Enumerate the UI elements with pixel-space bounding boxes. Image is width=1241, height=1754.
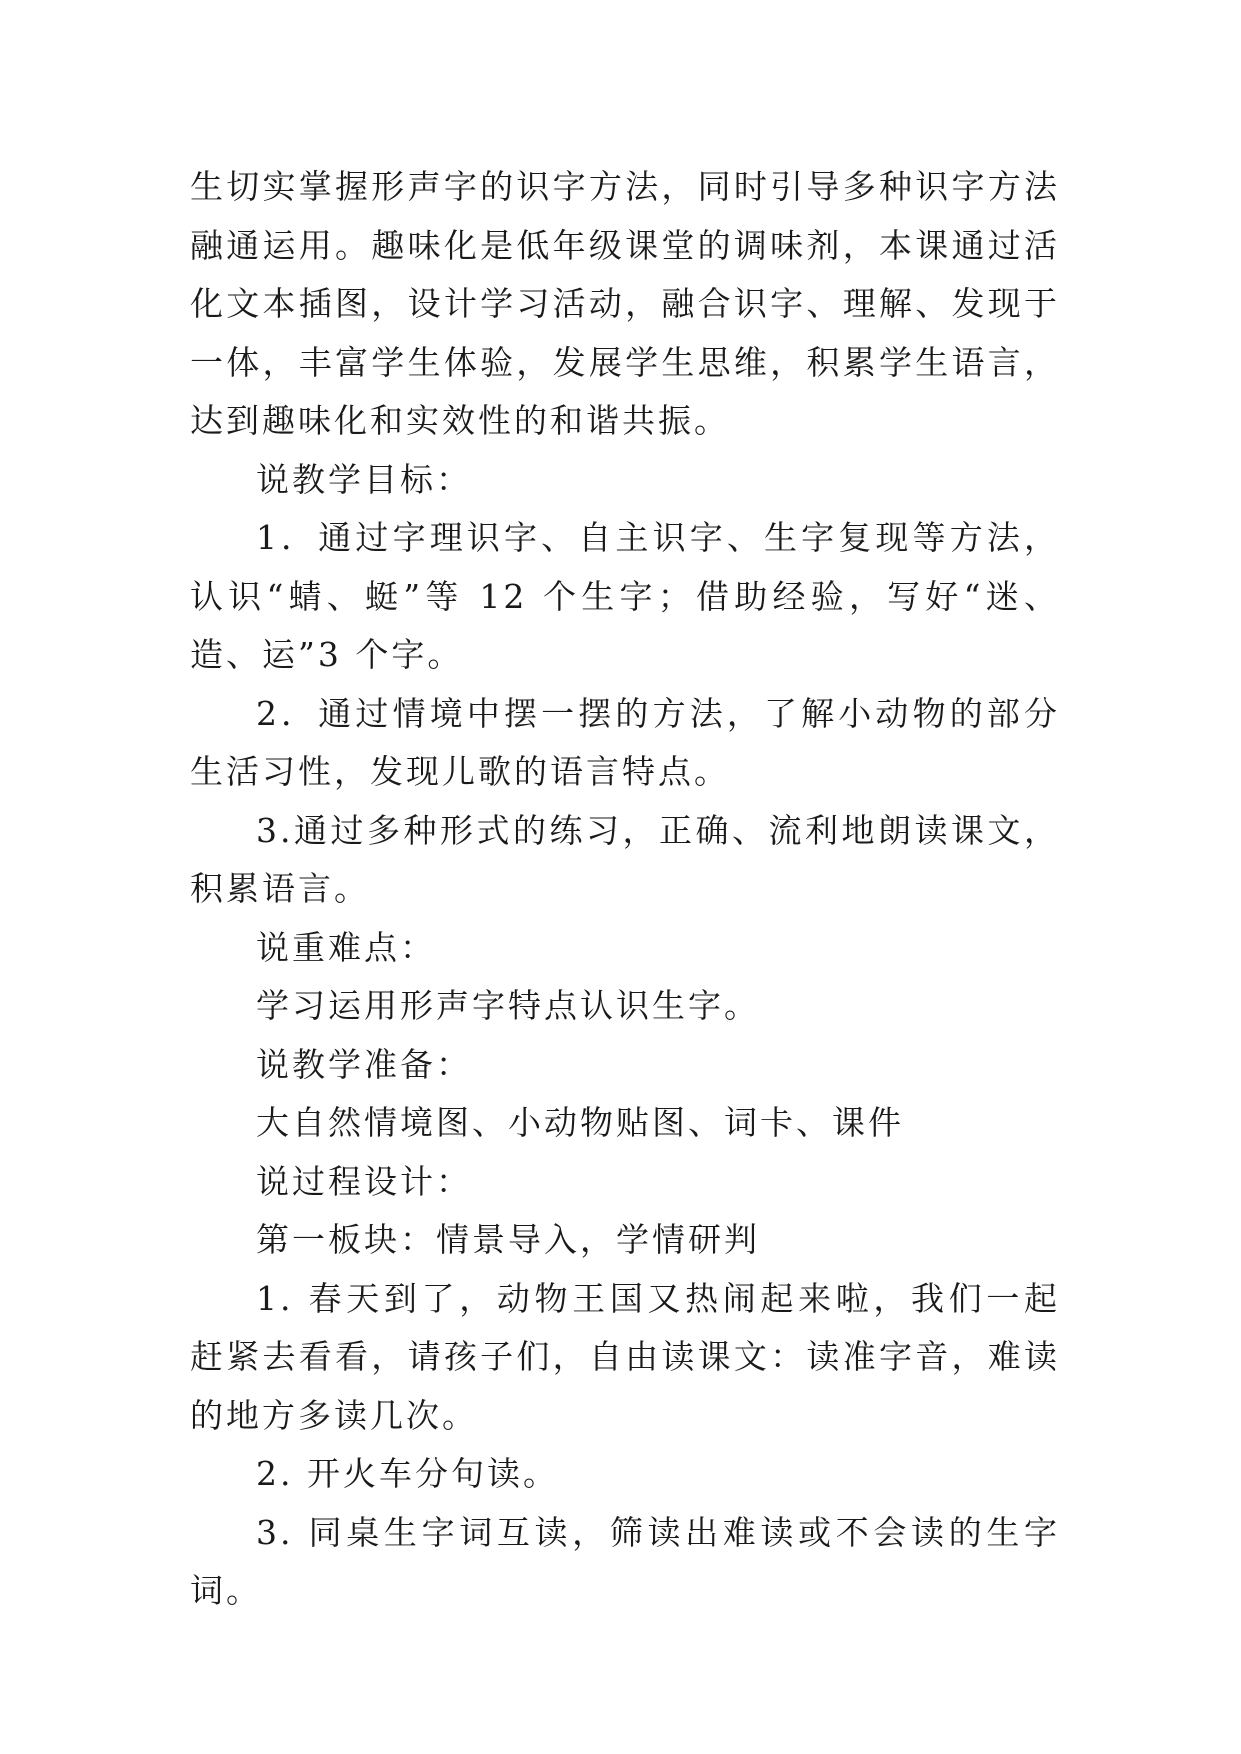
- document-body: [190, 158, 1060, 1621]
- objective-3: 3.通过多种形式的练习，正确、流利地朗读课文，积累语言。: [190, 810, 1060, 908]
- step-1: 1. 春天到了，动物王国又热闹起来啦，我们一起赶紧去看看，请孩子们，自由读课文：读准字音，难读的地方多读几次。: [190, 1278, 1060, 1435]
- step-2: 2. 开火车分句读。: [256, 1454, 559, 1493]
- key-difficulty-text: 学习运用形声字特点认识生字。: [256, 986, 760, 1025]
- paragraph-rationale: 生切实掌握形声字的识字方法，同时引导多种识字方法融通运用。趣味化是低年级课堂的调味剂，本课通过活化文本插图，设计学习活动，融合识字、理解、发现于一体，丰富学生体验，发展学生思维，积累学生语言，达到趣味化和实效性的和谐共振。: [190, 167, 1060, 440]
- objective-1: 1．通过字理识字、自主识字、生字复现等方法，认识“蜻、蜓”等 12 个生字；借助经验，写好“迷、造、运”3 个字。: [190, 518, 1060, 674]
- preparation-text: 大自然情境图、小动物贴图、词卡、课件: [256, 1103, 904, 1142]
- heading-key-difficulties: 说重难点：: [256, 927, 436, 967]
- objective-2: 2．通过情境中摆一摆的方法，了解小动物的部分生活习性，发现儿歌的语言特点。: [190, 693, 1060, 791]
- heading-teaching-objectives: 说教学目标：: [256, 459, 472, 499]
- heading-teaching-preparation: 说教学准备：: [256, 1044, 472, 1084]
- step-3: 3. 同桌生字词互读，筛读出难读或不会读的生字词。: [190, 1512, 1060, 1610]
- section-1-title: 第一板块：情景导入，学情研判: [256, 1220, 760, 1259]
- heading-process-design: 说过程设计：: [256, 1161, 472, 1201]
